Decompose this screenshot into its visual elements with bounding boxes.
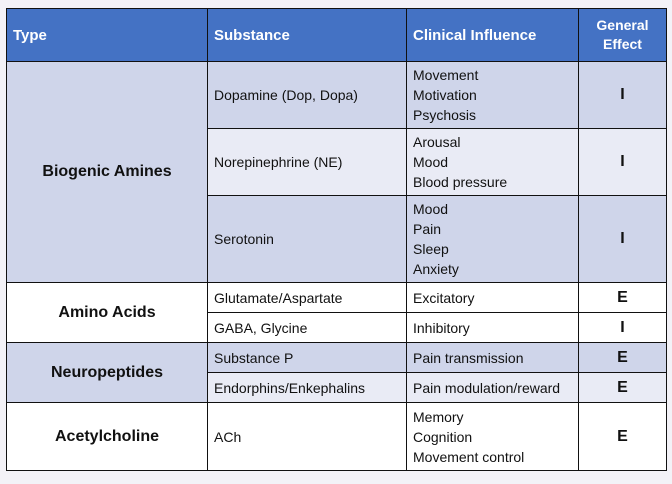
influence-cell bbox=[407, 129, 579, 196]
table-row bbox=[7, 283, 667, 313]
type-biogenic-amines: Biogenic Amines bbox=[7, 62, 208, 283]
influence-item: Mood bbox=[413, 154, 449, 170]
influence-item: Excitatory bbox=[413, 289, 475, 306]
influence-cell bbox=[407, 283, 579, 313]
substance-cell: Glutamate/Aspartate bbox=[208, 283, 407, 313]
table-row bbox=[7, 403, 667, 471]
effect-cell: E bbox=[579, 403, 667, 471]
effect-cell: I bbox=[579, 129, 667, 196]
effect-cell: E bbox=[579, 283, 667, 313]
header-substance: Substance bbox=[208, 9, 407, 62]
substance-cell: Substance P bbox=[208, 343, 407, 373]
influence-item: Pain bbox=[413, 221, 442, 237]
substance-cell: Norepinephrine (NE) bbox=[208, 129, 407, 196]
substance-cell: Serotonin bbox=[208, 196, 407, 283]
effect-cell: E bbox=[579, 343, 667, 373]
table-row bbox=[7, 62, 667, 129]
influence-item: Motivation bbox=[413, 87, 477, 103]
neurotransmitter-table bbox=[6, 8, 667, 471]
influence-cell bbox=[407, 343, 579, 373]
influence-item: Blood pressure bbox=[413, 174, 508, 190]
influence-item: Arousal bbox=[413, 134, 461, 150]
header-effect-line1: General bbox=[596, 17, 649, 33]
substance-cell: ACh bbox=[208, 403, 407, 471]
effect-cell: I bbox=[579, 313, 667, 343]
influence-item: Psychosis bbox=[413, 107, 477, 123]
header-effect-line2: Effect bbox=[603, 36, 642, 52]
influence-cell bbox=[407, 313, 579, 343]
influence-item: Movement control bbox=[413, 448, 525, 465]
table-row bbox=[7, 343, 667, 373]
influence-item: Sleep bbox=[413, 241, 449, 257]
influence-item: Memory bbox=[413, 408, 464, 425]
influence-item: Movement bbox=[413, 67, 479, 83]
influence-item: Inhibitory bbox=[413, 319, 470, 336]
influence-item: Mood bbox=[413, 201, 449, 217]
header-type: Type bbox=[7, 9, 208, 62]
influence-item: Pain transmission bbox=[413, 349, 524, 366]
influence-cell bbox=[407, 373, 579, 403]
influence-cell bbox=[407, 196, 579, 283]
influence-item: Pain modulation/reward bbox=[413, 379, 561, 396]
influence-cell bbox=[407, 403, 579, 471]
header-row bbox=[7, 9, 667, 62]
type-acetylcholine: Acetylcholine bbox=[7, 403, 208, 471]
substance-cell: Endorphins/Enkephalins bbox=[208, 373, 407, 403]
effect-cell: E bbox=[579, 373, 667, 403]
type-amino-acids: Amino Acids bbox=[7, 283, 208, 343]
effect-cell: I bbox=[579, 62, 667, 129]
influence-cell bbox=[407, 62, 579, 129]
influence-item: Anxiety bbox=[413, 261, 459, 277]
substance-cell: Dopamine (Dop, Dopa) bbox=[208, 62, 407, 129]
substance-cell: GABA, Glycine bbox=[208, 313, 407, 343]
header-general-effect bbox=[579, 9, 667, 62]
influence-item: Cognition bbox=[413, 428, 473, 445]
type-neuropeptides: Neuropeptides bbox=[7, 343, 208, 403]
header-clinical-influence: Clinical Influence bbox=[407, 9, 579, 62]
effect-cell: I bbox=[579, 196, 667, 283]
